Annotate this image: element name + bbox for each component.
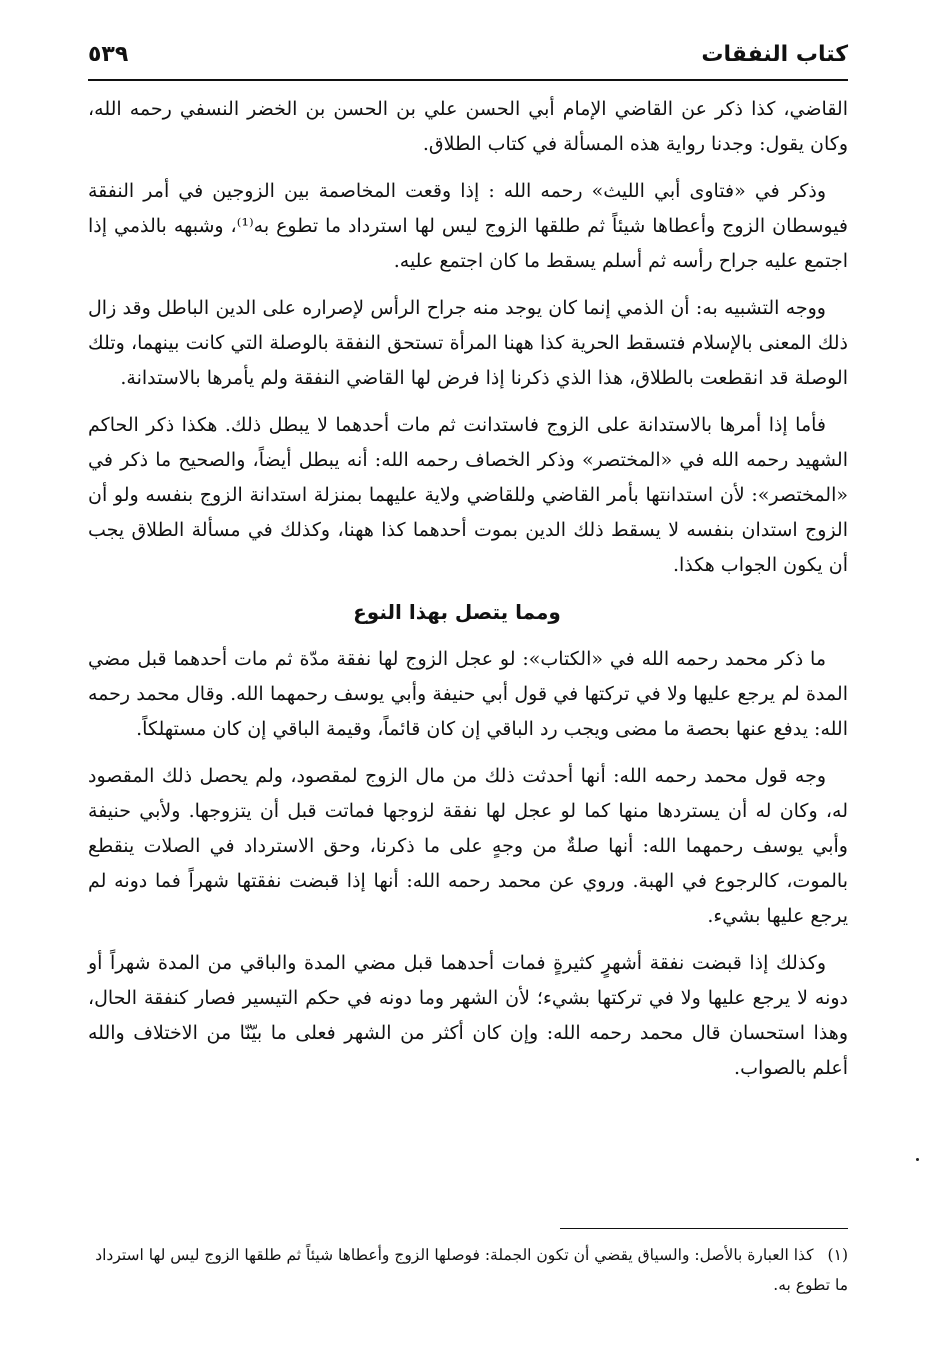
header-divider — [88, 79, 848, 81]
footnote — [88, 1240, 848, 1300]
paragraph-5: ما ذكر محمد رحمه الله في «الكتاب»: لو عجل الزوج لها نفقة مدّة ثم مات أحدهما قبل مضي المدة لم يرجع عليها ولا في تركتها في قول أبي حنيفة وأبي يوسف رحمهما الله. وقال محمد رحمه الله: يدفع عنها بحصة ما مضى ويجب رد الباقي إن كان قائماً، وقيمة الباقي إن كان مستهلكاً. — [88, 648, 848, 740]
page-header — [88, 38, 848, 78]
paragraph-3: ووجه التشبيه به: أن الذمي إنما كان يوجد منه جراح الرأس لإصراره على الدين الباطل وقد زال ذلك المعنى بالإسلام فتسقط الحرية كذا ههنا المرأة تستحق النفقة بالوصلة التي كانت بينهما، وتلك الوصلة قد انقطعت بالطلاق، هذا الذي ذكرنا إذا فرض لها القاضي النفقة ولم يأمرها بالاستدانة. — [88, 297, 848, 389]
paragraph-6: وجه قول محمد رحمه الله: أنها أحدثت ذلك من مال الزوج لمقصود، ولم يحصل ذلك المقصود له، وكان له أن يستردها منها كما لو عجل لها نفقة لزوجها فماتت قبل أن يتزوجها. ولأبي حنيفة وأبي يوسف رحمهما الله: أنها صلةٌ من وجهٍ على ما ذكرنا، وحق الاسترداد في الصلات ينقطع بالموت، كالرجوع في الهبة. وروي عن محمد رحمه الله: أنها إذا قبضت نفقتها شهراً فما دونه لم يرجع عليها بشيء. — [88, 765, 848, 927]
main-text — [88, 92, 848, 1098]
page-number: ٥٣٩ — [88, 42, 129, 67]
section-heading: ومما يتصل بهذا النوع — [353, 600, 561, 624]
paragraph-7: وكذلك إذا قبضت نفقة أشهرٍ كثيرةٍ فمات أحدهما قبل مضي المدة والباقي من المدة شهراً أو دونه لا يرجع عليها ولا في تركتها بشيء؛ لأن الشهر وما دونه في حكم التيسير فصار كنفقة الحال، وهذا استحسان قال محمد رحمه الله: وإن كان أكثر من الشهر فعلى ما بيّنّا من الاختلاف والله أعلم بالصواب. — [88, 952, 848, 1079]
paragraph-4: فأما إذا أمرها بالاستدانة على الزوج فاستدانت ثم مات أحدهما لا يبطل ذلك. هكذا ذكر الحاكم الشهيد رحمه الله في «المختصر» وذكر الخصاف رحمه الله: أنه يبطل أيضاً، والصحيح ما ذكر في «المختصر»: لأن استدانتها بأمر القاضي وللقاضي ولاية عليهما بمنزلة استدانة الزوج بنفسه ولو أن الزوج استدان بنفسه لا يسقط ذلك الدين بموت أحدهما كذا ههنا، وكذلك في مسألة الطلاق يجب أن يكون الجواب هكذا. — [88, 414, 848, 576]
paragraph-2: وذكر في «فتاوى أبي الليث» رحمه الله : إذا وقعت المخاصمة بين الزوجين في أمر النفقة فيوسطان الزوج وأعطاها شيئاً ثم طلقها الزوج ليس لها استرداد ما تطوع به⁽¹⁾، وشبهه بالذمي إذا اجتمع عليه جراح رأسه ثم أسلم يسقط ما كان اجتمع عليه. — [88, 180, 848, 272]
footnote-number: (١) — [827, 1246, 848, 1264]
running-title: كتاب النفقات — [701, 42, 848, 67]
margin-mark — [916, 1158, 919, 1161]
footnote-text: كذا العبارة بالأصل: والسياق يقضي أن تكون الجملة: فوصلها الزوج وأعطاها شيئاً ثم طلقها الزوج ليس لها استرداد ما تطوع به. — [95, 1246, 848, 1294]
paragraph-1: القاضي، كذا ذكر عن القاضي الإمام أبي الحسن علي بن الحسن بن الخضر النسفي رحمه الله، وكان يقول: وجدنا رواية هذه المسألة في كتاب الطلاق. — [88, 98, 848, 155]
footnote-divider — [560, 1228, 848, 1229]
